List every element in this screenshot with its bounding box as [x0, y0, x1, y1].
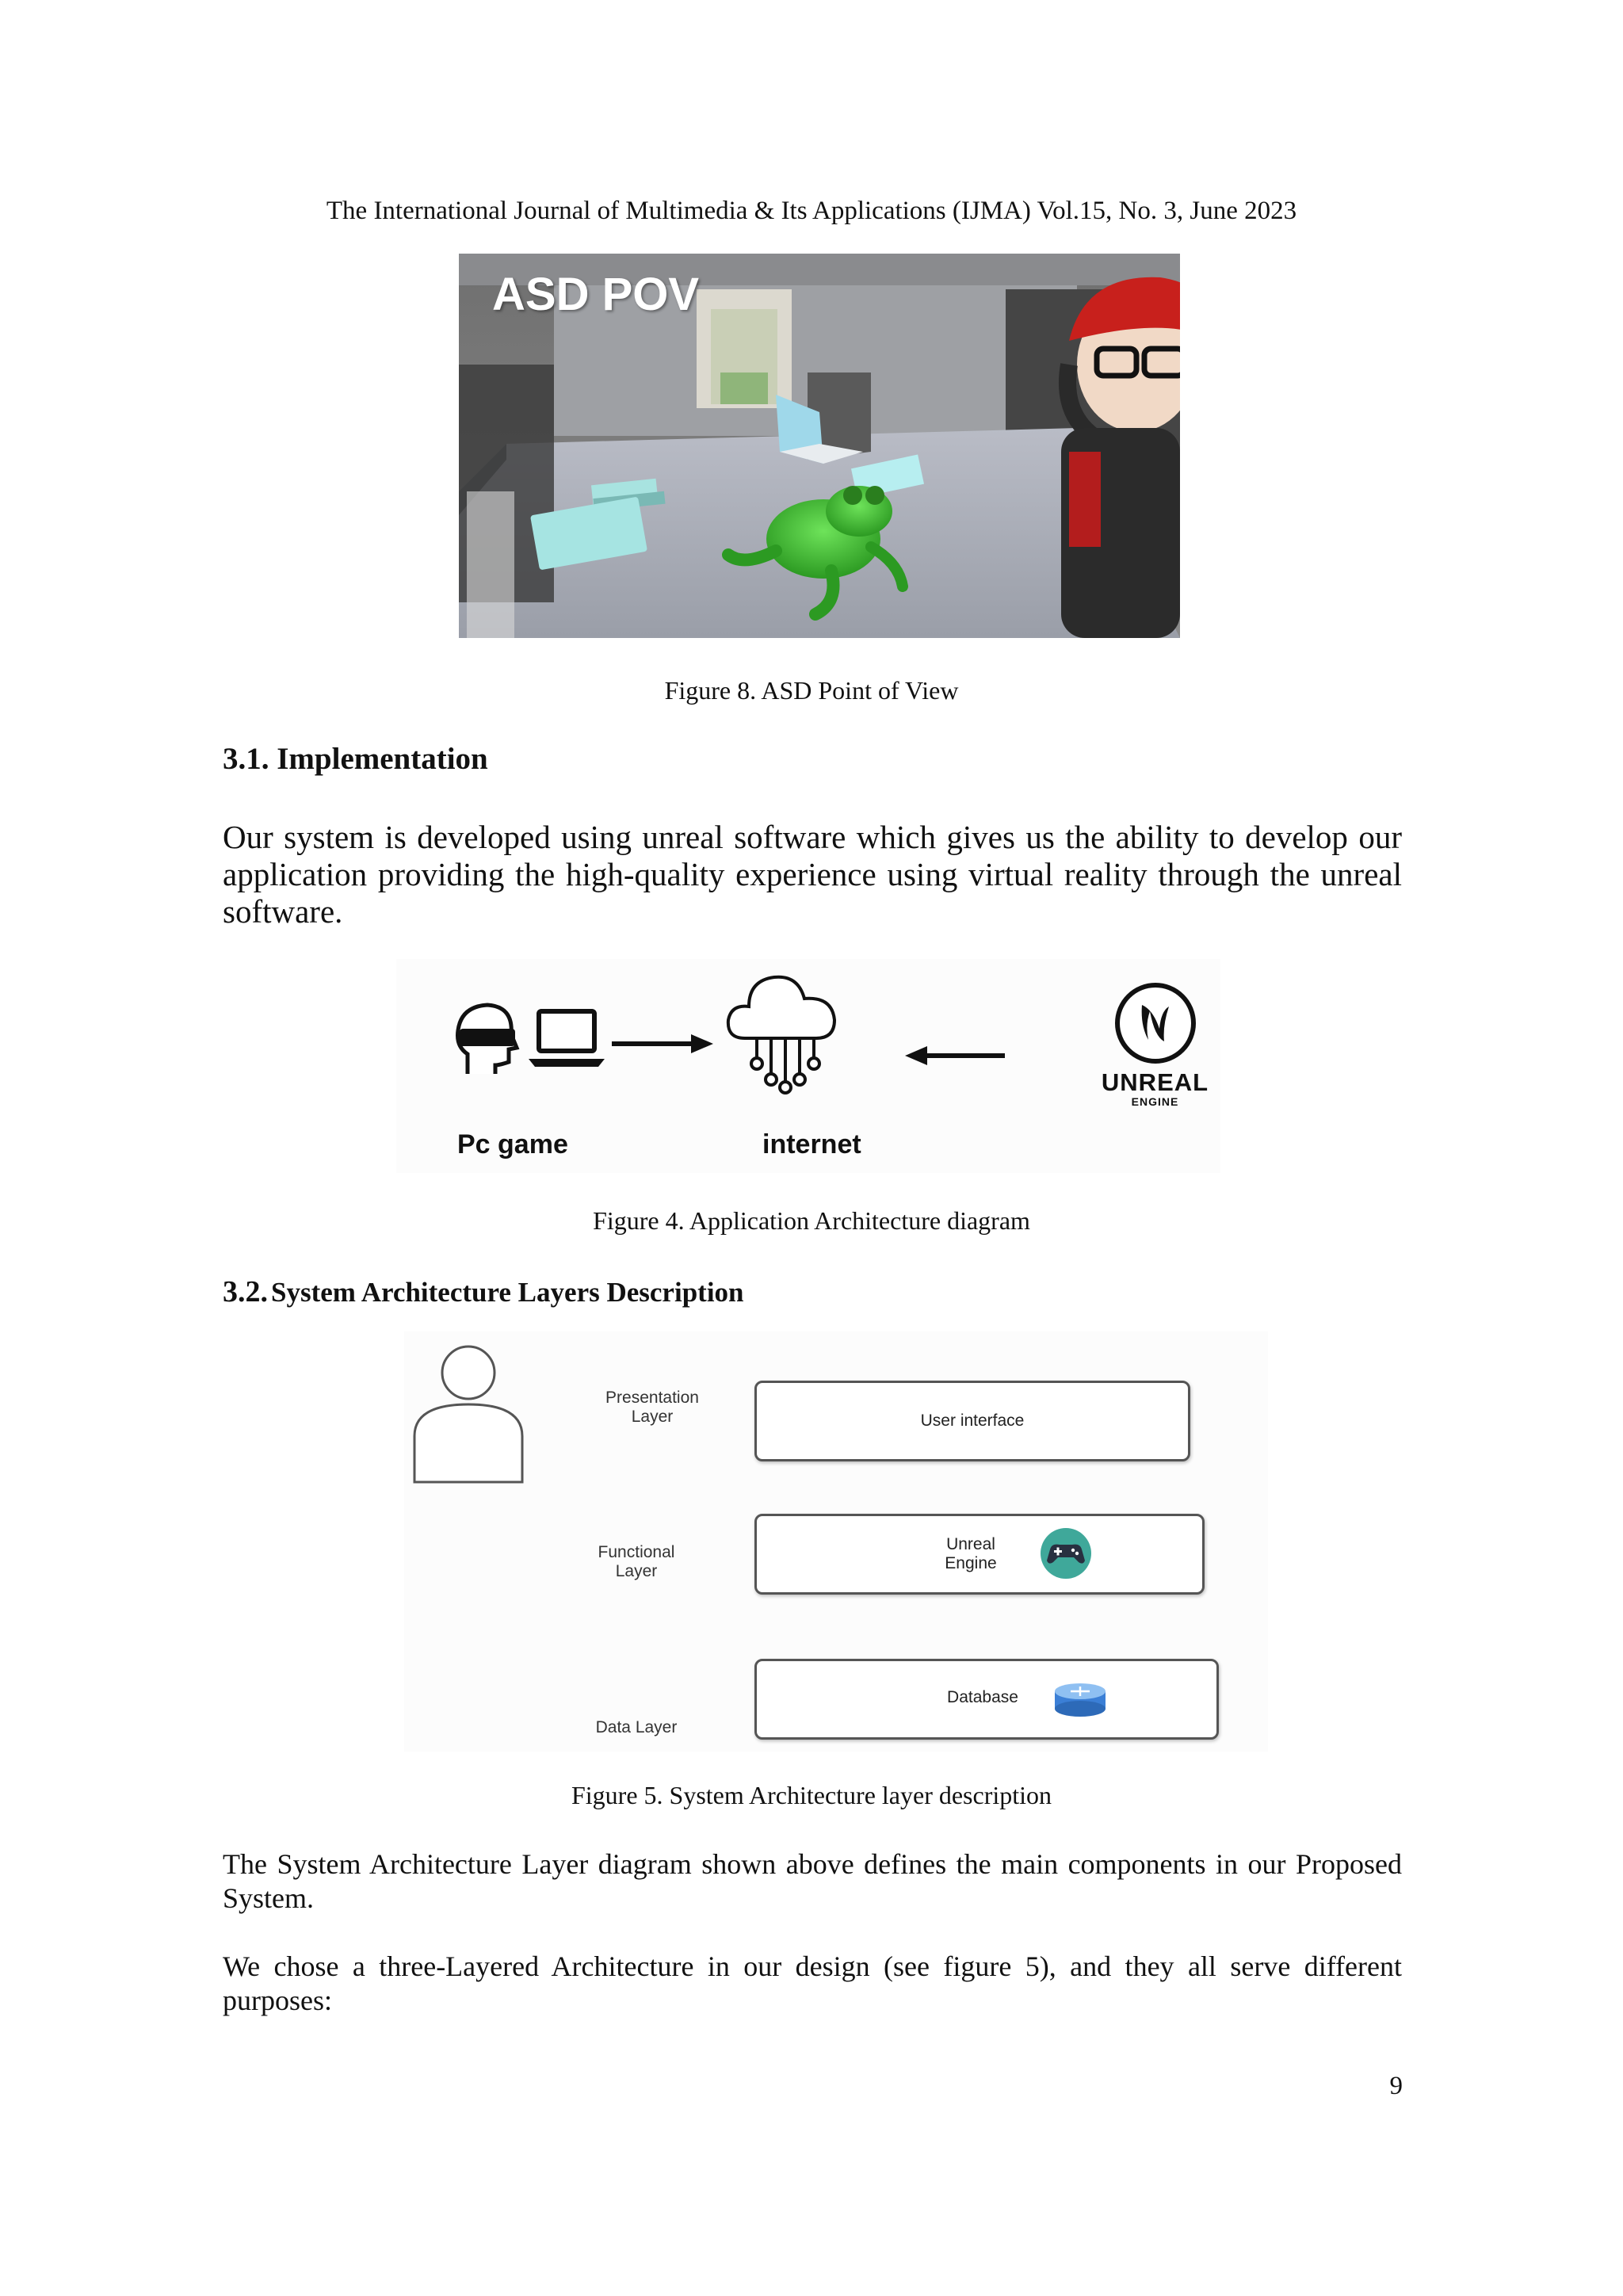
functional-label-line1: Functional [598, 1543, 675, 1561]
arrow-right-icon [612, 1032, 715, 1056]
presentation-layer-label [585, 1389, 720, 1427]
label-internet: internet [762, 1129, 861, 1159]
section-3-2-number: 3.2. [223, 1275, 268, 1308]
database-box [754, 1659, 1219, 1740]
asd-pov-overlay-text: ASD POV [492, 269, 700, 320]
unreal-logo-text: UNREAL [1101, 1068, 1209, 1096]
figure-4-caption: Figure 4. Application Architecture diagram [593, 1206, 1030, 1235]
unreal-logo-subtext: ENGINE [1131, 1095, 1179, 1108]
data-layer-label: Data Layer [595, 1718, 678, 1736]
engine-label-line2: Engine [945, 1554, 997, 1572]
running-head: The International Journal of Multimedia & Its Applications (IJMA) Vol.15, No. 3, June 2023 [326, 197, 1297, 225]
unreal-engine-logo-icon [1113, 981, 1197, 1065]
figure-5-diagram [404, 1331, 1268, 1752]
section-3-2-heading [223, 1274, 744, 1309]
section-3-1-paragraph: Our system is developed using unreal software which gives us the ability to develop our application providing the high-quality experience using virtual reality through the unreal software. [223, 819, 1402, 930]
cloud-network-icon [725, 963, 840, 1098]
paragraph-architecture-layer: The System Architecture Layer diagram shown above defines the main components in our Proposed System. [223, 1848, 1402, 1914]
presentation-label-line1: Presentation [605, 1389, 699, 1407]
engine-label-line1: Unreal [946, 1535, 995, 1553]
gamepad-icon [1036, 1527, 1096, 1580]
figure-8-image [459, 254, 1180, 638]
section-3-2-title: System Architecture Layers Description [271, 1277, 744, 1308]
page-number: 9 [1389, 2072, 1403, 2100]
user-icon [411, 1341, 525, 1484]
database-label: Database [947, 1688, 1018, 1706]
figure-8-caption: Figure 8. ASD Point of View [664, 676, 959, 705]
user-interface-label: User interface [920, 1412, 1025, 1430]
paragraph-three-layered: We chose a three-Layered Architecture in our design (see figure 5), and they all serve different purposes: [223, 1950, 1402, 2016]
arrow-left-icon [903, 1044, 1006, 1068]
database-router-icon [1052, 1680, 1109, 1718]
section-3-1-heading: 3.1. Implementation [223, 742, 488, 776]
user-interface-box [754, 1381, 1190, 1461]
unreal-engine-label [939, 1535, 1002, 1573]
vr-headset-icon [452, 999, 523, 1086]
functional-label-line2: Layer [615, 1562, 658, 1580]
unreal-engine-box [754, 1514, 1205, 1595]
figure-4-diagram [396, 959, 1220, 1173]
laptop-icon [527, 1007, 606, 1070]
presentation-label-line2: Layer [631, 1408, 674, 1426]
label-pc-game: Pc game [457, 1129, 568, 1159]
figure-5-caption: Figure 5. System Architecture layer description [571, 1781, 1052, 1809]
functional-layer-label [573, 1543, 700, 1581]
